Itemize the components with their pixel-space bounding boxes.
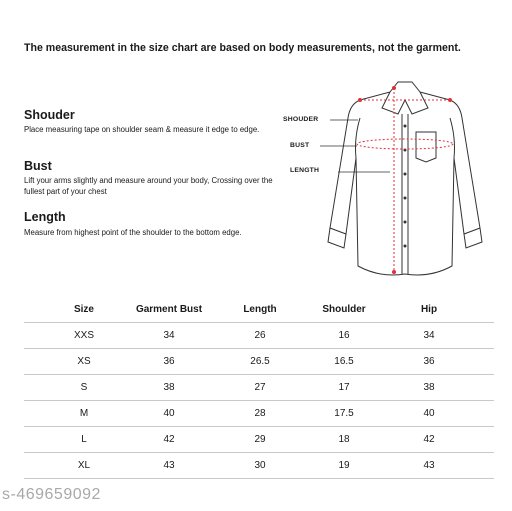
shoulder-title: Shouder bbox=[24, 108, 75, 122]
cell-hip: 34 bbox=[423, 330, 435, 341]
table-header-row bbox=[24, 296, 494, 323]
table-row bbox=[24, 401, 494, 427]
bust-description: Lift your arms slightly and measure around your body, Crossing over the fullest part of your chest bbox=[24, 176, 273, 196]
cell-size: M bbox=[79, 408, 89, 419]
cell-size: XL bbox=[77, 460, 91, 471]
cell-size: S bbox=[80, 382, 88, 393]
cell-shoulder: 17 bbox=[338, 382, 350, 393]
bust-title: Bust bbox=[24, 159, 52, 173]
cell-length: 30 bbox=[254, 460, 266, 471]
cell-shoulder: 16 bbox=[338, 330, 350, 341]
length-description: Measure from highest point of the shoulder to the bottom edge. bbox=[24, 228, 242, 237]
table-row bbox=[24, 453, 494, 479]
cell-length: 26 bbox=[254, 330, 266, 341]
cell-shoulder: 19 bbox=[338, 460, 350, 471]
watermark: s-469659092 bbox=[2, 486, 101, 503]
cell-shoulder: 18 bbox=[338, 434, 350, 445]
cell-hip: 36 bbox=[423, 356, 435, 367]
length-label: LENGTH bbox=[290, 167, 320, 174]
cell-length: 26.5 bbox=[250, 356, 270, 367]
shirt-diagram bbox=[320, 78, 490, 286]
cell-length: 27 bbox=[254, 382, 266, 393]
bust-label: BUST bbox=[290, 142, 310, 149]
cell-length: 29 bbox=[254, 434, 266, 445]
cell-shoulder: 17.5 bbox=[334, 408, 354, 419]
table-row bbox=[24, 349, 494, 375]
shoulder-label: SHOUDER bbox=[283, 116, 319, 123]
cell-bust: 40 bbox=[163, 408, 175, 419]
cell-bust: 36 bbox=[163, 356, 175, 367]
header-hip: Hip bbox=[420, 303, 438, 315]
cell-size: XS bbox=[77, 356, 91, 367]
table-row bbox=[24, 375, 494, 401]
cell-size: L bbox=[81, 434, 87, 445]
cell-bust: 42 bbox=[163, 434, 175, 445]
cell-length: 28 bbox=[254, 408, 266, 419]
header-shoulder: Shoulder bbox=[322, 303, 366, 315]
table-row bbox=[24, 323, 494, 349]
header-size: Size bbox=[73, 303, 94, 315]
cell-bust: 38 bbox=[163, 382, 175, 393]
cell-bust: 43 bbox=[163, 460, 175, 471]
size-chart-table bbox=[24, 296, 494, 479]
cell-hip: 40 bbox=[423, 408, 435, 419]
cell-hip: 38 bbox=[423, 382, 435, 393]
cell-hip: 43 bbox=[423, 460, 435, 471]
cell-size: XXS bbox=[73, 330, 94, 341]
shoulder-description: Place measuring tape on shoulder seam & measure it edge to edge. bbox=[24, 125, 260, 134]
cell-shoulder: 16.5 bbox=[334, 356, 354, 367]
header-length: Length bbox=[243, 303, 277, 315]
cell-hip: 42 bbox=[423, 434, 435, 445]
cell-bust: 34 bbox=[163, 330, 175, 341]
table-row bbox=[24, 427, 494, 453]
measurement-note: The measurement in the size chart are based on body measurements, not the garment. bbox=[24, 42, 461, 54]
length-title: Length bbox=[24, 210, 66, 224]
header-garment-bust: Garment Bust bbox=[135, 303, 203, 315]
